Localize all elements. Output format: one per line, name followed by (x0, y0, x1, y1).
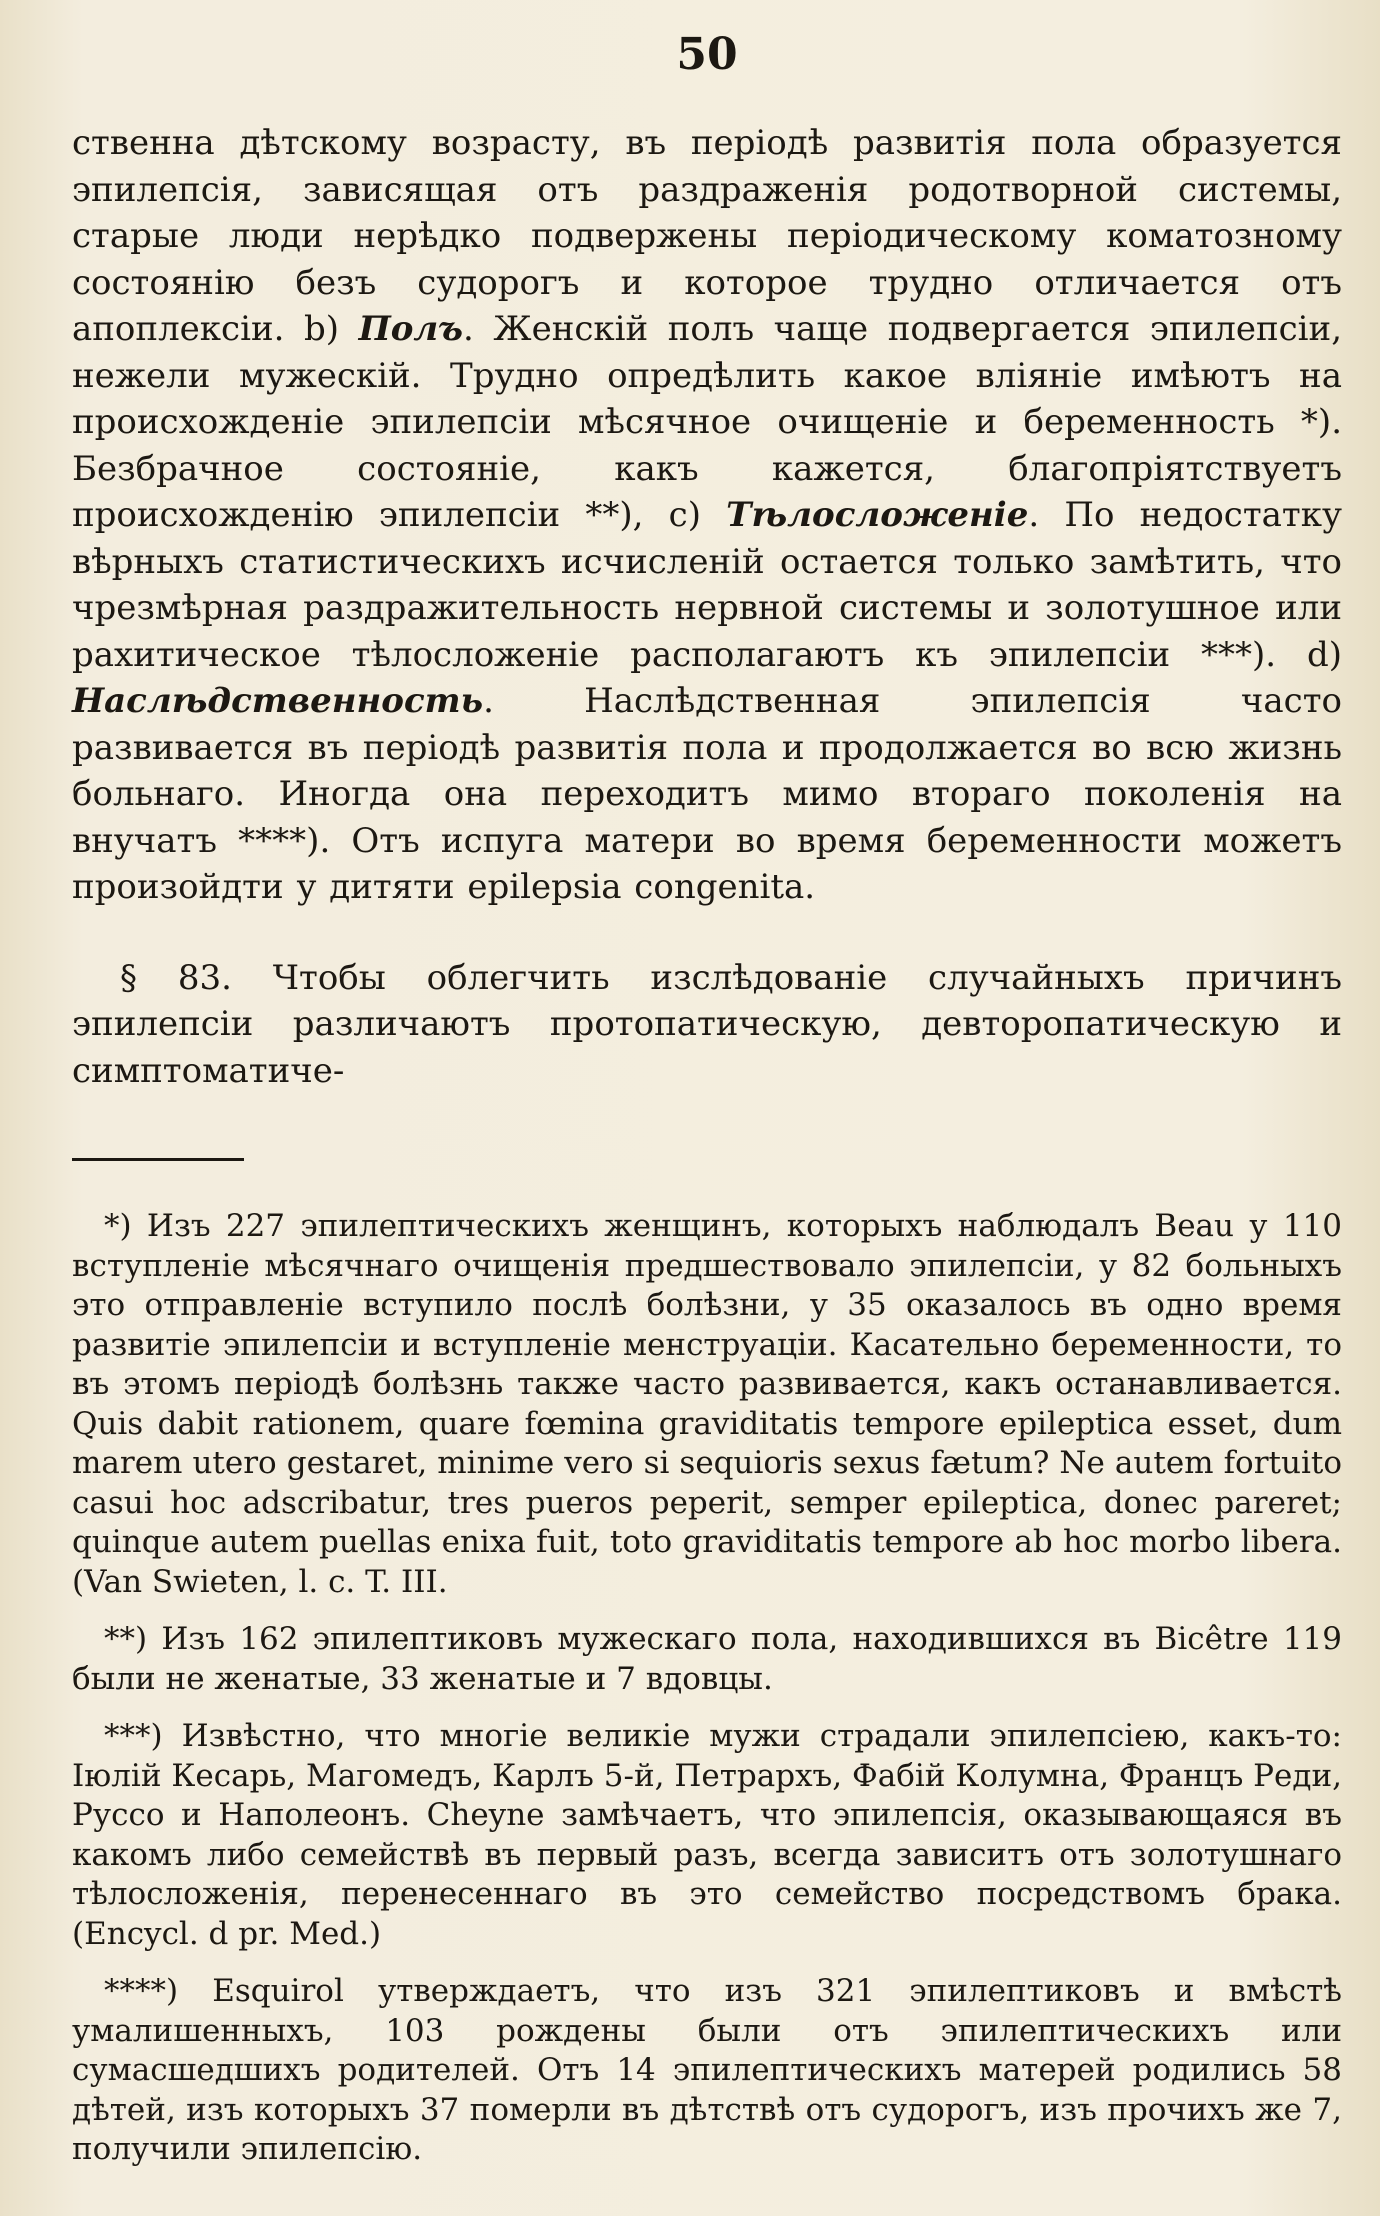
main-text (72, 120, 1342, 1094)
footnote-2-text: Изъ 162 эпилептиковъ мужескаго пола, находившихся въ Bicêtre 119 были не женатые, 33 женатые и 7 вдовцы. (72, 1621, 1342, 1697)
page-number: 50 (676, 29, 738, 80)
footnote-3 (72, 1717, 1342, 1954)
term-constitution: Тѣлосложеніе (726, 495, 1029, 535)
footnote-4-marker: ****) (104, 1973, 179, 2009)
footnote-1 (72, 1207, 1342, 1602)
term-sex: Полъ (358, 309, 463, 349)
footnote-divider (72, 1158, 244, 1161)
term-heredity: Наслѣдственность (72, 681, 484, 721)
footnote-3-marker: ***) (104, 1718, 163, 1754)
paragraph-1 (72, 120, 1342, 911)
paragraph-1-part-3: . По недостатку вѣрныхъ статистическихъ исчисленій остается только замѣтить, что чрезмѣрная раздражительность нервной системы и золотушное или рахитическое тѣлосложеніе располагаютъ къ эпилепсіи ***). d) (72, 495, 1342, 675)
footnote-1-marker: *) (104, 1208, 132, 1244)
paragraph-1-part-4: . Наслѣдственная эпилепсія часто развивается въ періодѣ развитія пола и продолжается во всю жизнь больнаго. Иногда она переходитъ мимо втораго поколенія на внучатъ ****). Отъ испуга матери во время беременности можетъ произойдти у дитяти epilepsia congenita. (72, 681, 1342, 907)
footnote-3-text: Извѣстно, что многіе великіе мужи страдали эпилепсіею, какъ-то: Іюлій Кесарь, Магомедъ, Карлъ 5-й, Петрархъ, Фабій Колумна, Францъ Реди, Руссо и Наполеонъ. Cheyne замѣчаетъ, что эпилепсія, оказывающаяся въ какомъ либо семействѣ въ первый разъ, всегда зависитъ отъ золотушнаго тѣлосложенія, перенесеннаго въ это семейство посредствомъ брака. (Encycl. d pr. Med.) (72, 1718, 1342, 1952)
paragraph-1-part-1: ственна дѣтскому возрасту, въ періодѣ развитія пола образуется эпилепсія, зависящая отъ раздраженія родотворной системы, старые люди нерѣдко подвержены періодическому коматозному состоянію безъ судорогъ и которое трудно отличается отъ апоплексіи. b) (72, 123, 1342, 349)
footnote-4-text: Esquirol утверждаетъ, что изъ 321 эпилептиковъ и вмѣстѣ умалишенныхъ, 103 рождены были отъ эпилептическихъ или сумасшедшихъ родителей. Отъ 14 эпилептическихъ матерей родились 58 дѣтей, изъ которыхъ 37 померли въ дѣтствѣ отъ судорогъ, изъ прочихъ же 7, получили эпилепсію. (72, 1973, 1342, 2167)
footnote-1-text: Изъ 227 эпилептическихъ женщинъ, которыхъ наблюдалъ Beau у 110 вступленіе мѣсячнаго очищенія предшествовало эпилепсіи, у 82 больныхъ это отправленіе вступило послѣ болѣзни, у 35 оказалось въ одно время развитіе эпилепсіи и вступленіе менструаціи. Касательно беременности, то въ этомъ періодѣ болѣзнь также часто развивается, какъ останавливается. Quis dabit rationem, quare fœmina graviditatis tempore epileptica esset, dum marem utero gestaret, minime vero si sequioris sexus fætum? Ne autem fortuito casui hoc adscribatur, tres pueros peperit, semper epileptica, donec pareret; quinque autem puellas enixa fuit, toto graviditatis tempore ab hoc morbo libera. (Van Swieten, l. c. T. III. (72, 1208, 1342, 1600)
paragraph-gap (72, 911, 1342, 955)
footnote-2 (72, 1620, 1342, 1699)
paragraph-1-part-2: . Женскій полъ чаще подвергается эпилепсіи, нежели мужескій. Трудно опредѣлить какое вліяніе имѣютъ на происхожденіе эпилепсіи мѣсячное очищеніе и беременность *). Безбрачное состояніе, какъ кажется, благопріятствуетъ происхожденію эпилепсіи **), c) (72, 309, 1342, 535)
paragraph-2-section-83: § 83. Чтобы облегчить изслѣдованіе случайныхъ причинъ эпилепсіи различаютъ протопатическую, девторопатическую и симптоматиче- (72, 957, 1342, 1091)
footnote-4 (72, 1972, 1342, 2170)
footnote-2-marker: **) (104, 1621, 148, 1657)
